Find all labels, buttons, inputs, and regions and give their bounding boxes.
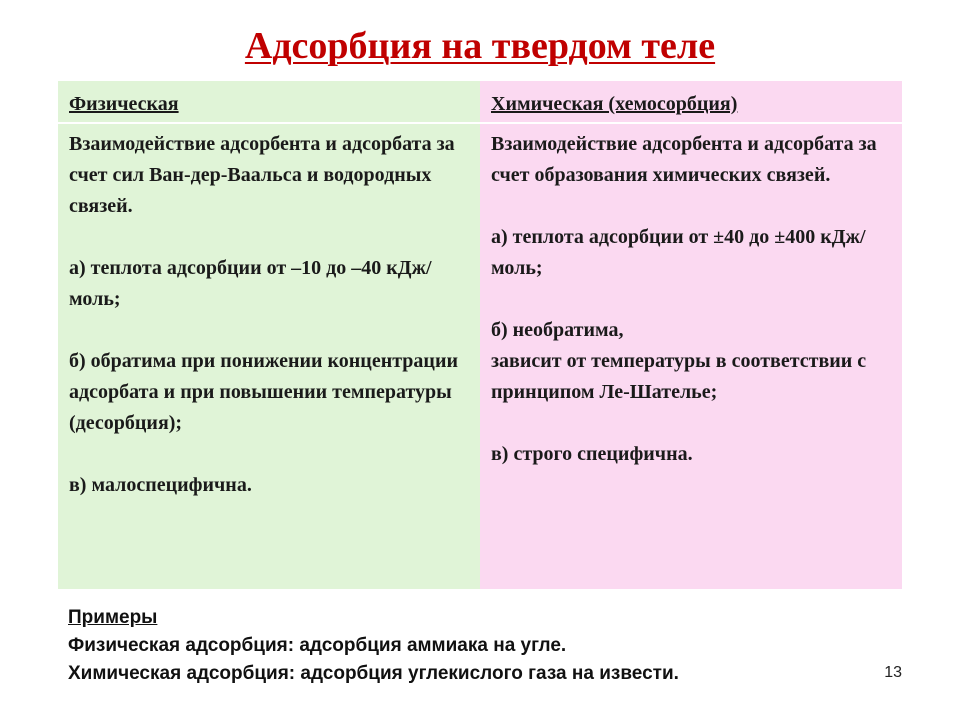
physical-point-b: б) обратима при понижении концентрации адсорбата и при повышении температуры (десорбция); [69,350,458,434]
slide-title: Адсорбция на твердом теле [244,25,716,67]
page-number: 13 [884,664,902,681]
physical-column [58,81,480,589]
physical-point-a: а) теплота адсорбции от –10 до –40 кДж/моль; [69,257,432,310]
examples-block [68,604,679,688]
physical-point-c: в) малоспецифична. [69,474,252,496]
chemical-column [480,81,902,589]
chemical-definition: Взаимодействие адсорбента и адсорбата за счет образования химических связей. [491,133,877,186]
physical-header: Физическая [69,93,179,115]
chemical-point-c: в) строго специфична. [491,443,693,465]
chemical-header: Химическая (хемосорбция) [491,93,738,115]
example-physical: Физическая адсорбция: адсорбция аммиака на угле. [68,635,567,656]
chemical-body [480,122,902,470]
chemical-point-a: а) теплота адсорбции от ±40 до ±400 кДж/моль; [491,226,866,279]
examples-title: Примеры [68,607,158,628]
physical-definition: Взаимодействие адсорбента и адсорбата за счет сил Ван-дер-Ваальса и водородных связей. [69,133,455,217]
comparison-table [58,81,902,589]
chemical-point-b: б) необратима, зависит от температуры в соответствии с принципом Ле-Шателье; [491,319,867,403]
physical-body [58,122,480,501]
example-chemical: Химическая адсорбция: адсорбция углекислого газа на извести. [68,663,679,684]
